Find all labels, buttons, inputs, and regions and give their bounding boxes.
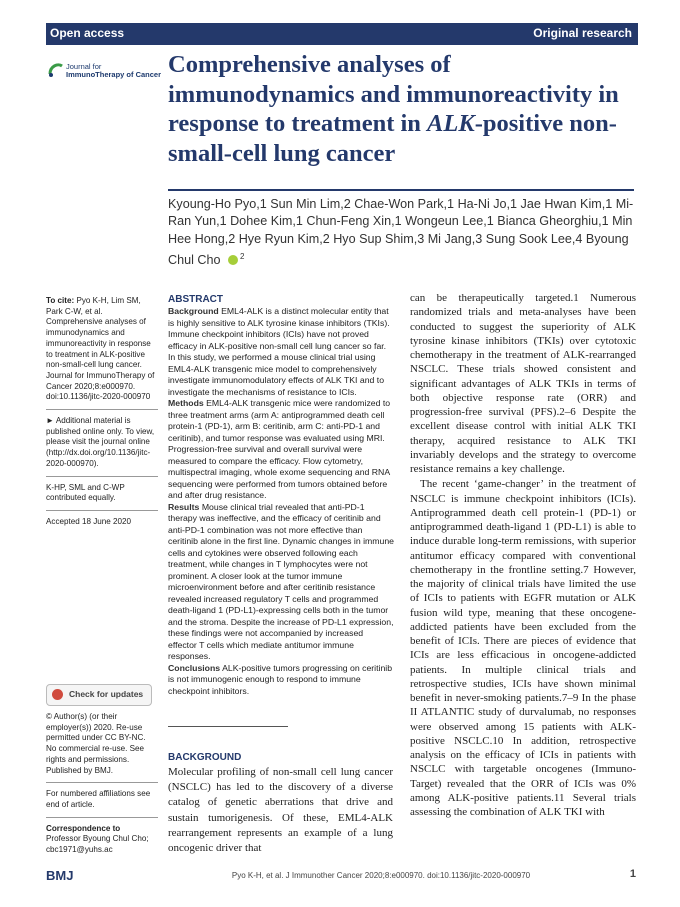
page-footer (46, 868, 638, 884)
accepted-date: Accepted 18 June 2020 (46, 516, 132, 526)
body-column-2 (410, 291, 636, 819)
bmj-logo[interactable]: BMJ (46, 868, 74, 883)
correspondence-label: Correspondence to (46, 823, 121, 833)
additional-material: ► Additional material is published online only. To view, please visit the journal online (http://dx.doi.org/10.1136/jitc-2020-000970). (46, 416, 155, 468)
abstract-conclusions: Conclusions ALK-positive tumors progressing on ceritinib is not immunogenic enough to respond to immune checkpoint inhibitors. (168, 662, 393, 696)
page-number: 1 (629, 868, 636, 880)
copyright-text: © Author(s) (or their employer(s)) 2020. Re-use permitted under CC BY-NC. No commercial re-use. See rights and permissions. Published by BMJ. (46, 712, 146, 775)
journal-logo-line1: Journal for (66, 62, 102, 71)
check-for-updates-button[interactable]: Check for updates (46, 684, 152, 706)
abstract-results: Results Mouse clinical trial revealed that anti-PD-1 therapy was ineffective, and the efficacy of ceritinib and anti-PD-1 combination was not more effective than ceritinib alone in the first line. Dynamic changes in immune cells and cytokines were observed following each treatment, while changes in T lymphocytes were not prominent. A closer look at the tumor immune microenvironment before and after ceritinib resistance revealed increased regulatory T cells and programmed death-ligand 1 (PD-L1)-expressing cells both in the tumor and the stroma. Despite the increase of PD-L1 expression, these findings were not accompanied by increased effector T cells which mediate antitumor immune responses. (168, 501, 394, 661)
abstract-methods: Methods EML4-ALK transgenic mice were randomized to three treatment arms (arm A: antiprogrammed death cell protein-1 (PD-1), arm B: ceritinib, arm C: anti-PD-1 and ceritinib), and tumor response was evaluated using MRI. Progression-free survival and overall survival were measured to compare the efficacy. Flow cytometry, multispectral imaging, whole exome sequencing and RNA sequencing were performed from tumors obtained before and after drug resistance. (168, 398, 391, 500)
correspondence-text: Professor Byoung Chul Cho; cbc1971@yuhs.ac (46, 834, 149, 855)
body-paragraph: The recent ‘game-changer’ in the treatment of NSCLC is immune checkpoint inhibitors (ICIs). Antiprogrammed death cell protein-1 (PD-1) or antiprogrammed death-ligand 1 (PD-L1) is able to induce durable long-term remissions, with superior antitumor efficacy compared with conventional chemotherapy in the frontline setting.7 However, the majority of clinical trials have limited the use of ICIs to patients with EGFR mutation or ALK fusion wild type, meaning that these oncogene-addicted patients have been excluded from the benefit of ICIs. There are pieces of evidence that ICIs are less efficacious in oncogene-addicted patients. In multiple clinical trials and retrospective studies, ICIs have shown minimal benefit in never-smoking patients.7–9 In the phase II ATLANTIC study of durvalumab, no responses were observed among 15 patients with ALK-positive NSCLC.10 In addition, retrospective analysis on the efficacy of ICIs in patients with NSCLC with targetable oncogenes (Immuno-Target) revealed that the ORR of ICIs was 0% among ALK-positive patients.11 Several trials assessing the combination of ALK TKI with (410, 478, 636, 818)
article-title: Comprehensive analyses of immunodynamics and immunoreactivity in response to treatment in ALK-positive non-small-cell lung cancer (168, 51, 619, 167)
title-rule (168, 189, 634, 191)
affiliations-note: For numbered affiliations see end of article. (46, 789, 151, 809)
footer-citation: Pyo K-H, et al. J Immunother Cancer 2020;8:e000970. doi:10.1136/jitc-2020-000970 (231, 871, 531, 880)
abstract (168, 294, 394, 697)
abstract-heading: ABSTRACT (168, 294, 223, 305)
equal-contribution: K-HP, SML and C-WP contributed equally. (46, 482, 125, 503)
citation-block (46, 296, 158, 528)
body-paragraph: can be therapeutically targeted.1 Numerous randomized trials and meta-analyses have been conducted to suggest the superiority of ALK tyrosine kinase inhibitors (TKIs) over cytotoxic chemotherapy in the treatment of ALK-rearranged NSCLC. These trials showed consistent and significant advantages of ALK TKIs in terms of both objective response rate (ORR) and progression-free survival (PFS).2–6 Despite the excellent disease control with initial ALK TKI therapy, acquired resistance to ALK TKI invariably develops and the strategy to overcome resistance remains a key challenge. (410, 292, 636, 475)
author-list: Kyoung-Ho Pyo,1 Sun Min Lim,2 Chae-Won Park,1 Ha-Ni Jo,1 Jae Hwan Kim,1 Mi-Ran Yun,1 Dohee Kim,1 Chun-Feng Xin,1 Wongeun Lee,1 Bianca Gheorghiu,1 Min Hee Hong,2 Hye Ryun Kim,2 Hyo Sup Shim,3 Mi Jang,3 Sung Sook Lee,4 Byoung Chul Cho $^2$ (168, 197, 634, 268)
abstract-end-rule (168, 726, 288, 727)
journal-logo[interactable] (46, 60, 166, 86)
open-access-label: Open access (50, 26, 125, 40)
check-updates-icon (52, 689, 63, 700)
journal-logo-icon (46, 60, 66, 80)
orcid-icon[interactable] (228, 255, 238, 265)
cite-label: To cite: (46, 296, 75, 305)
background-text: Molecular profiling of non-small cell lung cancer (NSCLC) has led to the discovery of a diverse catalog of genetic aberrations that drive and sustain tumorigenesis. Of these, EML4-ALK rearrangement represents an example of a lung oncogenic driver that (168, 766, 393, 855)
article-type-label: Original research (533, 26, 632, 40)
authors-text: Kyoung-Ho Pyo,1 Sun Min Lim,2 Chae-Won Park,1 Ha-Ni Jo,1 Jae Hwan Kim,1 Mi-Ran Yun,1 Dohee Kim,1 Chun-Feng Xin,1 Wongeun Lee,1 Bianca Gheorghiu,1 Min Hee Hong,2 Hye Ryun Kim,2 Hyo Sup Shim,3 Mi Jang,3 Sung Sook Lee,4 Byoung Chul Cho (168, 197, 634, 268)
abstract-background: Background EML4-ALK is a distinct molecular entity that is highly sensitive to ALK tyrosine kinase inhibitors (TKIs). Immune checkpoint inhibitors (ICIs) have not proved efficacy in ALK-positive non-small cell lung cancer so far. In this study, we performed a mouse clinical trial using EML4-ALK transgenic mice model to comprehensively investigate immunomodulatory effects of ALK TKI and to investigate the mechanisms of resistance to ICIs. (168, 306, 390, 397)
cite-text: Pyo K-H, Lim SM, Park C-W, et al. Comprehensive analyses of immunodynamics and immunoreactivity in response to treatment in ALK-positive non-small-cell lung cancer. Journal for ImmunoTherapy of Cancer 2020;8:e000970. doi:10.1136/jitc-2020-000970 (46, 296, 155, 402)
copyright-block (46, 712, 158, 856)
background-heading: BACKGROUND (168, 752, 242, 763)
top-banner (46, 23, 638, 45)
journal-logo-line2: ImmunoTherapy of Cancer (66, 70, 162, 79)
